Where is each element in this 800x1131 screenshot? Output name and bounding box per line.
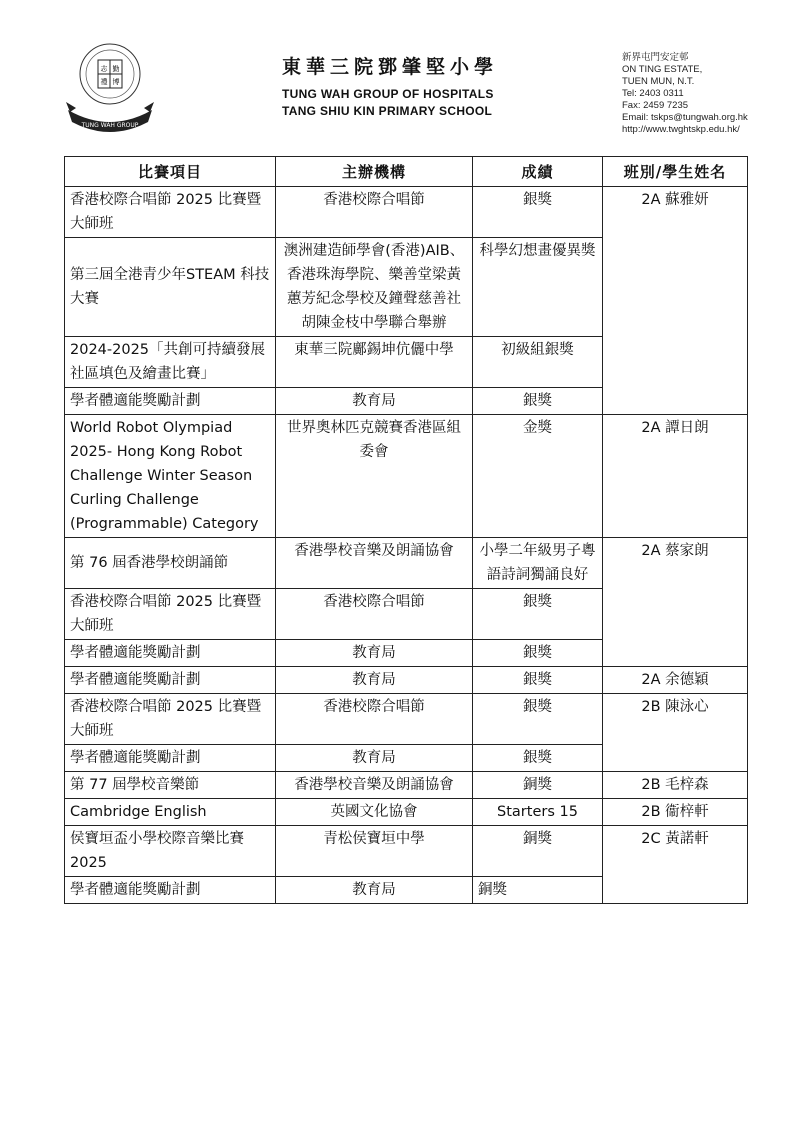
address-line: 新界屯門安定邨 [622,52,689,63]
school-address-block [622,52,748,136]
competition-cell: 第 77 屆學校音樂節 [65,772,276,799]
result-cell: 銀獎 [473,745,603,772]
organizer-cell: 東華三院鄺錫坤伉儷中學 [276,337,473,388]
organizer-cell: 香港校際合唱節 [276,589,473,640]
competition-cell: 2024-2025「共創可持續發展社區填色及繪畫比賽」 [65,337,276,388]
competition-cell: 侯寶垣盃小學校際音樂比賽 2025 [65,826,276,877]
student-cell: 2A 蘇雅妍 [603,187,748,415]
result-cell: 銅獎 [473,772,603,799]
competition-cell: 香港校際合唱節 2025 比賽暨大師班 [65,187,276,238]
school-name-cn: 東華三院鄧肇堅小學 [282,56,499,78]
organizer-cell: 教育局 [276,877,473,904]
table-row [65,799,748,826]
student-cell: 2B 毛梓森 [603,772,748,799]
email-line: Email: tskps@tungwah.org.hk [622,112,748,123]
table-row [65,538,748,589]
organizer-cell: 教育局 [276,388,473,415]
organizer-cell: 教育局 [276,667,473,694]
competition-cell: 香港校際合唱節 2025 比賽暨大師班 [65,694,276,745]
svg-text:志: 志 [100,65,108,73]
student-cell: 2A 余德穎 [603,667,748,694]
result-cell: 銀獎 [473,640,603,667]
result-cell: 銅獎 [473,877,603,904]
organizer-cell: 教育局 [276,745,473,772]
header-result: 成績 [473,157,603,187]
group-name-en: TUNG WAH GROUP OF HOSPITALS [282,87,494,101]
organizer-cell: 香港校際合唱節 [276,694,473,745]
competition-cell: 學者體適能獎勵計劃 [65,745,276,772]
result-cell: 銀獎 [473,667,603,694]
result-cell: Starters 15 [473,799,603,826]
organizer-cell: 澳洲建造師學會(香港)AIB、香港珠海學院、樂善堂梁黃蕙芳紀念學校及鐘聲慈善社胡陳金枝中學聯合舉辦 [276,238,473,337]
competition-cell: Cambridge English [65,799,276,826]
organizer-cell: 教育局 [276,640,473,667]
header-organizer: 主辦機構 [276,157,473,187]
address-line: TUEN MUN, N.T. [622,76,695,87]
table-row [65,694,748,745]
competition-cell: World Robot Olympiad 2025- Hong Kong Robot Challenge Winter Season Curling Challenge (Programmable) Category [65,415,276,538]
table-row [65,772,748,799]
result-cell: 小學二年級男子粵語詩詞獨誦良好 [473,538,603,589]
competition-cell: 學者體適能獎勵計劃 [65,667,276,694]
student-cell: 2C 黃諾軒 [603,826,748,904]
result-cell: 銀獎 [473,694,603,745]
student-cell: 2A 蔡家朗 [603,538,748,667]
result-cell: 初級組銀獎 [473,337,603,388]
result-cell: 金獎 [473,415,603,538]
result-cell: 銀獎 [473,187,603,238]
awards-table [64,156,748,904]
fax-line: Fax: 2459 7235 [622,100,689,111]
result-cell: 銅獎 [473,826,603,877]
organizer-cell: 英國文化協會 [276,799,473,826]
result-cell: 銀獎 [473,388,603,415]
svg-text:博: 博 [112,78,120,86]
competition-cell: 第 76 屆香港學校朗誦節 [65,538,276,589]
competition-cell: 香港校際合唱節 2025 比賽暨大師班 [65,589,276,640]
website-line: http://www.twghtskp.edu.hk/ [622,124,740,135]
svg-text:勤: 勤 [112,65,120,73]
school-logo [64,38,156,138]
table-row [65,415,748,538]
student-cell: 2B 陳泳心 [603,694,748,772]
tel-line: Tel: 2403 0311 [622,88,684,99]
svg-text:TUNG WAH GROUP: TUNG WAH GROUP [81,122,139,129]
table-row [65,187,748,238]
svg-text:禮: 禮 [100,78,108,86]
address-line: ON TING ESTATE, [622,64,703,75]
result-cell: 科學幻想畫優異獎 [473,238,603,337]
header-student: 班別/學生姓名 [603,157,748,187]
header-competition: 比賽項目 [65,157,276,187]
table-row [65,667,748,694]
competition-cell: 學者體適能獎勵計劃 [65,388,276,415]
organizer-cell: 香港學校音樂及朗誦協會 [276,772,473,799]
organizer-cell: 香港學校音樂及朗誦協會 [276,538,473,589]
organizer-cell: 青松侯寶垣中學 [276,826,473,877]
competition-cell: 學者體適能獎勵計劃 [65,640,276,667]
table-row [65,826,748,877]
student-cell: 2B 衞梓軒 [603,799,748,826]
result-cell: 銀獎 [473,589,603,640]
organizer-cell: 世界奧林匹克競賽香港區組委會 [276,415,473,538]
organizer-cell: 香港校際合唱節 [276,187,473,238]
competition-cell: 學者體適能獎勵計劃 [65,877,276,904]
school-name-en: TANG SHIU KIN PRIMARY SCHOOL [282,104,493,118]
competition-cell: 第三屆全港青少年STEAM 科技大賽 [65,238,276,337]
table-header-row [65,157,748,187]
student-cell: 2A 譚日朗 [603,415,748,538]
